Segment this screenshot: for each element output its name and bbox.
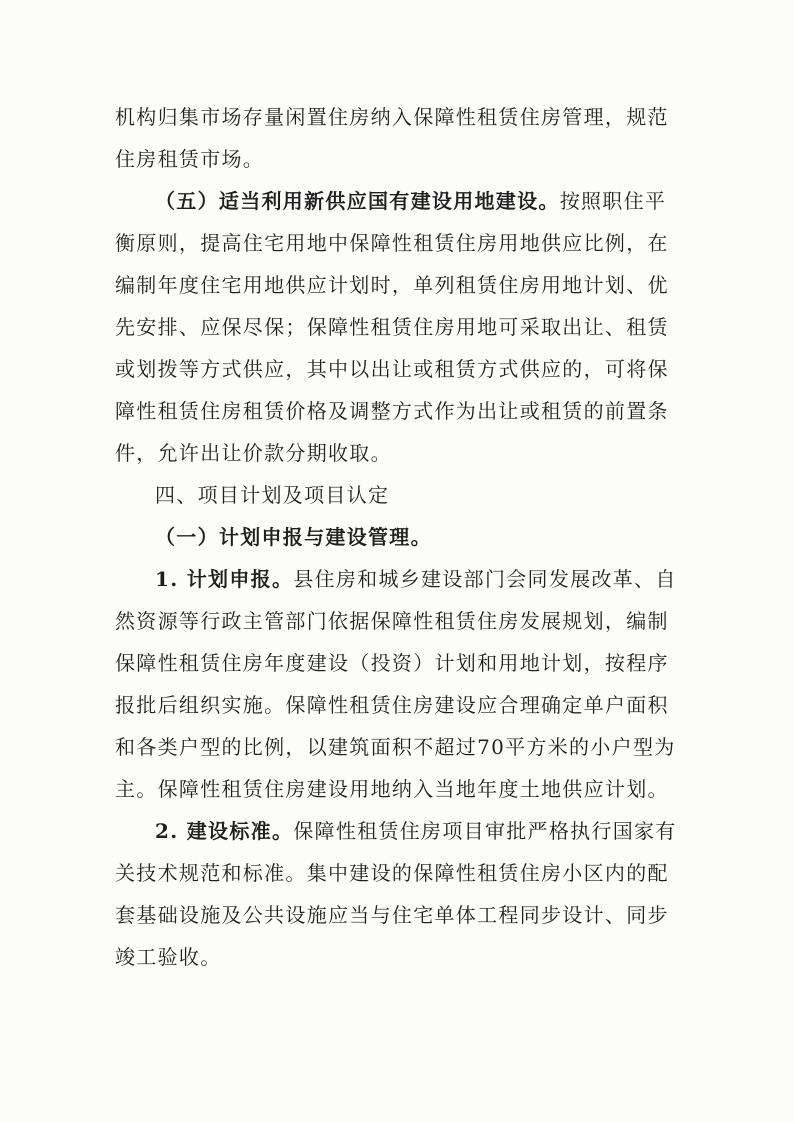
subsection-1-title: （一）计划申报与建设管理。 [155,525,432,549]
paragraph-text: 机构归集市场存量闲置住房纳入保障性租赁住房管理，规范住房租赁市场。 [115,105,669,171]
section-5-text: 按照职住平衡原则，提高住宅用地中保障性租赁住房用地供应比例，在编制年度住宅用地供应计划时，单列租赁住房用地计划、优先安排、应保尽保；保障性租赁住房用地可采取出让、租赁或划拨等方式供应，其中以出让或租赁方式供应的，可将保障性租赁住房租赁价格及调整方式作为出让或租赁的前置条件，允许出让价款分期收取。 [115,189,669,465]
item-2-heading: 2. 建设标准。 [155,819,294,843]
section-4-title: 四、项目计划及项目认定 [155,483,390,507]
document-body [115,96,687,978]
item-1-paragraph [115,558,687,810]
item-2-paragraph [115,810,687,978]
subsection-1-heading [115,516,687,558]
paragraph-section-5 [115,180,687,474]
section-5-heading: （五）适当利用新供应国有建设用地建设。 [155,189,560,213]
item-1-heading: 1. 计划申报。 [155,567,294,591]
section-4-heading [115,474,687,516]
item-1-text: 县住房和城乡建设部门会同发展改革、自然资源等行政主管部门依据保障性租赁住房发展规划，编制保障性租赁住房年度建设（投资）计划和用地计划，按程序报批后组织实施。保障性租赁住房建设应合理确定单户面积和各类户型的比例，以建筑面积不超过70平方米的小户型为主。保障性租赁住房建设用地纳入当地年度土地供应计划。 [115,567,677,801]
paragraph-continuation [115,96,687,180]
item-2-text: 保障性租赁住房项目审批严格执行国家有关技术规范和标准。集中建设的保障性租赁住房小区内的配套基础设施及公共设施应当与住宅单体工程同步设计、同步竣工验收。 [115,819,677,969]
